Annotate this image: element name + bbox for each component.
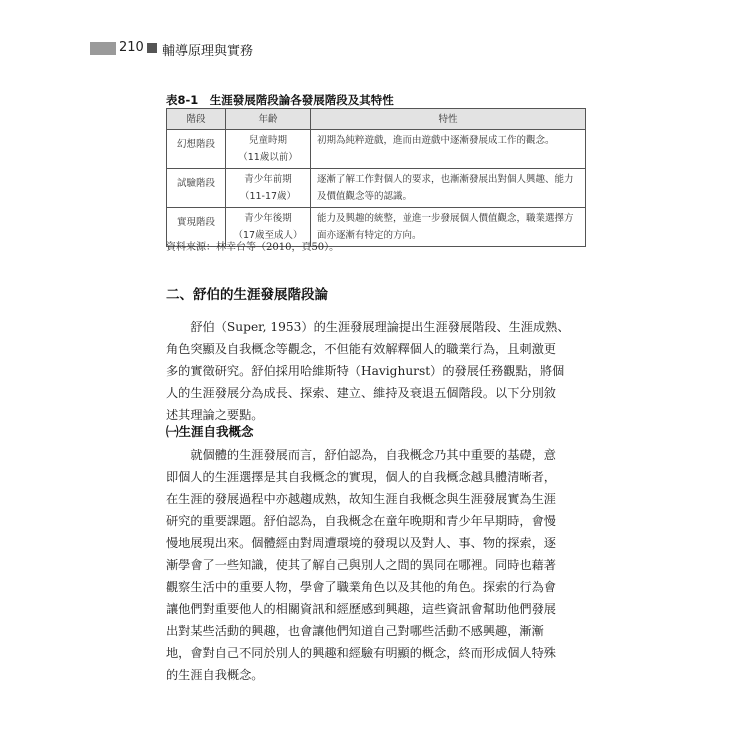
text-line: 角色突顯及自我概念等觀念，不但能有效解釋個人的職業行為，且刺激更 [166, 342, 556, 356]
traits-cell [311, 130, 586, 169]
text-line: 述其理論之要點。 [166, 408, 264, 422]
table-row [167, 130, 586, 169]
age-line: （11-17歲） [239, 191, 297, 202]
text-line: 慢地展現出來。個體經由對周遭環境的發現以及對人、事、物的探索，逐 [166, 536, 556, 550]
text-line: 漸學會了一些知識，使其了解自己與別人之間的異同在哪裡。同時也藉著 [166, 558, 556, 572]
text-line: 讓他們對重要他人的相關資訊和經歷感到興趣，這些資訊會幫助他們發展 [166, 602, 556, 616]
section-heading: 二、舒伯的生涯發展階段論 [166, 287, 328, 303]
traits-cell [311, 169, 586, 208]
traits-line: 及價值觀念等的認識。 [317, 191, 413, 202]
text-line: 出對某些活動的興趣，也會讓他們知道自己對哪些活動不感興趣，漸漸 [166, 624, 544, 638]
traits-line: 逐漸了解工作對個人的要求，也漸漸發展出對個人興趣、能力 [317, 174, 574, 185]
traits-line: 能力及興趣的統整，並進一步發展個人價值觀念，職業選擇方 [317, 213, 574, 224]
subsection-heading: ㈠生涯自我概念 [166, 424, 254, 439]
text-line: 地，會對自己不同於別人的興趣和經驗有明顯的概念，終而形成個人特殊 [166, 646, 556, 660]
intro-paragraph [166, 316, 576, 426]
text-line: 研究的重要課題。舒伯認為，自我概念在童年晚期和青少年早期時，會慢 [166, 514, 556, 528]
text-line: 多的實徵研究。舒伯採用哈維斯特（Havighurst）的發展任務觀點，將個 [166, 364, 565, 378]
header-stage: 階段 [167, 109, 226, 130]
text-line: 就個體的生涯發展而言，舒伯認為，自我概念乃其中重要的基礎，意 [166, 448, 556, 462]
age-line: （11歲以前） [238, 152, 298, 163]
traits-line: 面亦逐漸有特定的方向。 [317, 230, 422, 241]
text-line: 即個人的生涯選擇是其自我概念的實現，個人的自我概念越具體清晰者， [166, 470, 556, 484]
page-number: 210 [119, 40, 144, 55]
header-square-icon [147, 43, 157, 53]
age-line: 青少年前期 [244, 174, 292, 185]
age-line: 青少年後期 [244, 213, 292, 224]
table-row [167, 169, 586, 208]
stage-cell: 試驗階段 [167, 169, 226, 208]
stage-table [166, 108, 586, 247]
header-traits: 特性 [311, 109, 586, 130]
body-paragraph [166, 444, 576, 686]
table-caption: 表8-1 生涯發展階段論各發展階段及其特性 [166, 93, 394, 107]
text-line: 的生涯自我概念。 [166, 668, 264, 682]
header-bar [90, 42, 116, 55]
table-source: 資料來源：林幸台等（2010，頁50）。 [166, 242, 340, 253]
text-line: 舒伯（Super, 1953）的生涯發展理論提出生涯發展階段、生涯成熟、 [166, 320, 570, 334]
age-line: 兒童時期 [248, 135, 287, 146]
age-cell [226, 130, 311, 169]
traits-cell [311, 208, 586, 247]
text-line: 在生涯的發展過程中亦越趨成熟，故知生涯自我概念與生涯發展實為生涯 [166, 492, 556, 506]
age-line: （17歲至成人） [233, 230, 303, 241]
age-cell [226, 169, 311, 208]
book-title: 輔導原理與實務 [162, 44, 254, 59]
text-line: 觀察生活中的重要人物，學會了職業角色以及其他的角色。探索的行為會 [166, 580, 556, 594]
header-age: 年齡 [226, 109, 311, 130]
stage-cell: 幻想階段 [167, 130, 226, 169]
text-line: 人的生涯發展分為成長、探索、建立、維持及衰退五個階段。以下分別敘 [166, 386, 556, 400]
stage-cell: 實現階段 [167, 208, 226, 247]
table-header-row [167, 109, 586, 130]
traits-line: 初期為純粹遊戲，進而由遊戲中逐漸發展成工作的觀念。 [317, 135, 555, 146]
